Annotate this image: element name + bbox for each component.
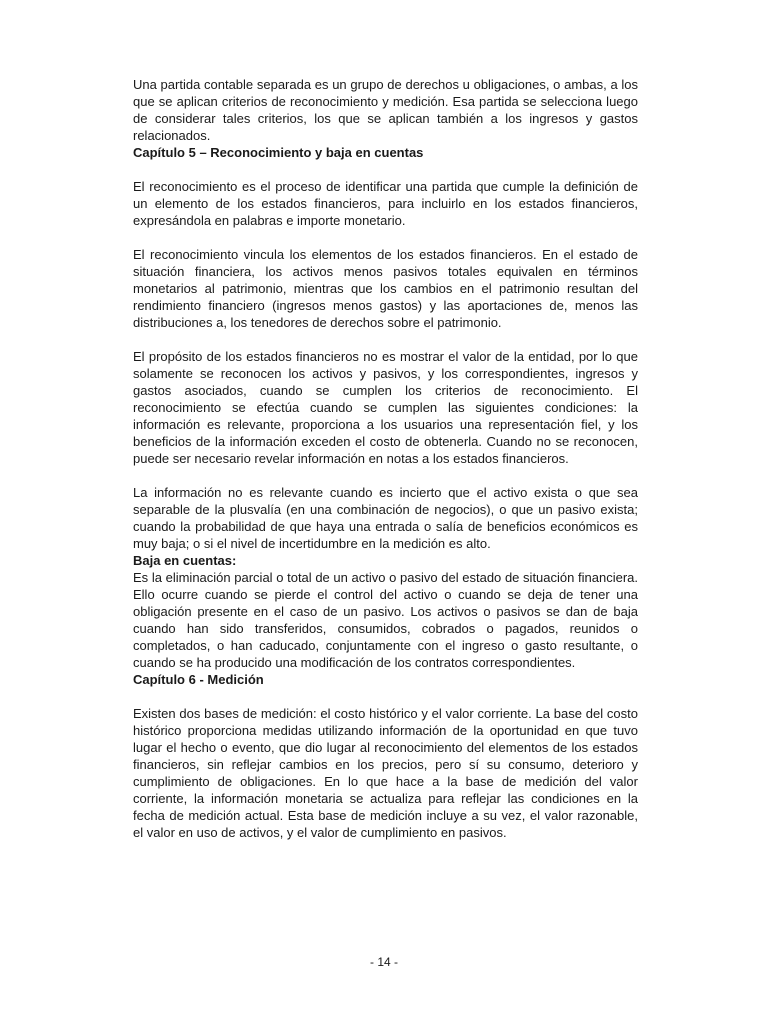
paragraph-reconocimiento-vincula: El reconocimiento vincula los elementos de los estados financieros. En el estado de situación financiera, los activos menos pasivos totales equivalen en términos monetarios al patrimonio, mientras que los cambios en el patrimonio resultan del rendimiento financiero (ingresos menos gastos) y las aportaciones de, menos las distribuciones a, los tenedores de derechos sobre el patrimonio. xyxy=(133,247,638,330)
paragraph-informacion-no-relevante: La información no es relevante cuando es incierto que el activo exista o que sea separable de la plusvalía (en una combinación de negocios), o que un pasivo exista; cuando la probabilidad de que haya una entrada o salía de beneficios económicos es muy baja; o si el nivel de incertidumbre en la medición es alto. xyxy=(133,485,638,551)
paragraph-proposito: El propósito de los estados financieros no es mostrar el valor de la entidad, por lo que solamente se reconocen los activos y pasivos, y los correspondientes, ingresos y gastos asociados, cuando se cumplen los criterios de reconocimiento. El reconocimiento se efectúa cuando se cumplen las siguientes condiciones: la información es relevante, proporciona a los usuarios una representación fiel, y los beneficios de la información exceden el costo de obtenerla. Cuando no se reconocen, puede ser necesario revelar información en notas a los estados financieros. xyxy=(133,349,638,466)
paragraph-baja-en-cuentas: Es la eliminación parcial o total de un activo o pasivo del estado de situación financiera. Ello ocurre cuando se pierde el control del activo o cuando se deja de tener una obligación presente en el caso de un pasivo. Los activos o pasivos se dan de baja cuando han sido transferidos, consumidos, cobrados o pagados, reunidos o completados, o han caducado, conjuntamente con el ingreso o gasto resultante, o cuando se ha producido una modificación de los contratos correspondientes. xyxy=(133,570,638,670)
page-number: - 14 - xyxy=(369,955,398,969)
heading-baja-en-cuentas: Baja en cuentas: xyxy=(133,553,237,568)
document-page xyxy=(133,76,638,841)
paragraph-bases-medicion: Existen dos bases de medición: el costo histórico y el valor corriente. La base del costo histórico proporciona medidas utilizando información de la oportunidad en que tuvo lugar el hecho o evento, que dio lugar al reconocimiento del elementos de los estados financieros, sin reflejar cambios en los precios, pero sí su consumo, deterioro y cumplimiento de obligaciones. En lo que hace a la base de medición del valor corriente, la información monetaria se actualiza para reflejar las condiciones en la fecha de medición actual. Esta base de medición incluye a su vez, el valor razonable, el valor en uso de activos, y el valor de cumplimiento en pasivos. xyxy=(133,706,638,840)
paragraph-partida-contable: Una partida contable separada es un grupo de derechos u obligaciones, o ambas, a los que se aplican criterios de reconocimiento y medición. Esa partida se selecciona luego de considerar tales criterios, los que se aplican también a los ingresos y gastos relacionados. xyxy=(133,77,638,143)
paragraph-reconocimiento-definicion: El reconocimiento es el proceso de identificar una partida que cumple la definición de un elemento de los estados financieros, para incluirlo en los estados financieros, expresándola en palabras e importe monetario. xyxy=(133,179,638,228)
heading-capitulo-6: Capítulo 6 - Medición xyxy=(133,672,264,687)
heading-capitulo-5: Capítulo 5 – Reconocimiento y baja en cuentas xyxy=(133,145,424,160)
